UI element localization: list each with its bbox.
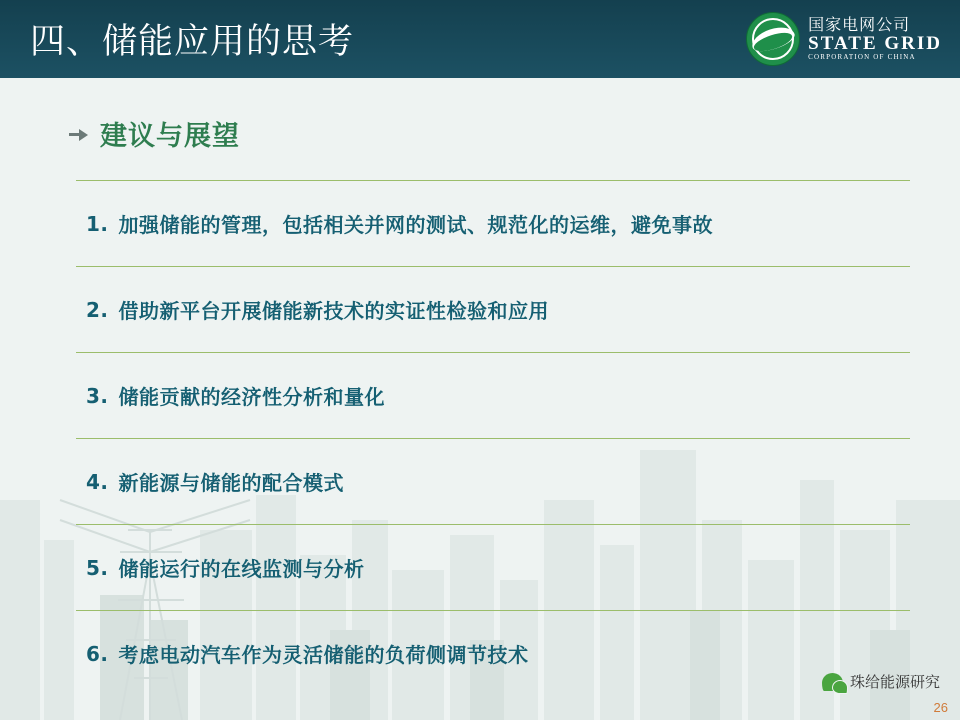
wechat-watermark	[822, 671, 940, 692]
list-item	[76, 610, 910, 696]
list-item-label: 借助新平台开展储能新技术的实证性检验和应用	[118, 299, 550, 323]
list-item-number: 6.	[86, 641, 109, 666]
list-item	[76, 266, 910, 352]
section-heading-label: 建议与展望	[100, 121, 240, 152]
list-item	[76, 180, 910, 266]
list-item	[76, 524, 910, 610]
list-item-number: 5.	[86, 555, 109, 580]
slide-content	[0, 78, 960, 720]
list-item-label: 新能源与储能的配合模式	[118, 471, 345, 495]
arrow-right-icon	[68, 123, 90, 145]
slide-header	[0, 0, 960, 78]
list-item-number: 3.	[86, 383, 109, 408]
logo-company-en-sub: CORPORATION OF CHINA	[808, 52, 916, 61]
list-item-label: 储能贡献的经济性分析和量化	[118, 385, 386, 409]
wechat-label: 珠给能源研究	[849, 673, 940, 691]
state-grid-mark-icon	[746, 12, 800, 66]
list-item-number: 2.	[86, 297, 109, 322]
wechat-icon	[822, 673, 843, 691]
list-item-label: 储能运行的在线监测与分析	[118, 557, 365, 581]
list-item	[76, 438, 910, 524]
list-item-label: 考虑电动汽车作为灵活储能的负荷侧调节技术	[118, 643, 529, 667]
state-grid-logo	[746, 10, 942, 68]
list-item	[76, 352, 910, 438]
page-title: 四、储能应用的思考	[30, 22, 355, 62]
section-heading	[68, 114, 240, 153]
list-item-label: 加强储能的管理，包括相关并网的测试、规范化的运维，避免事故	[118, 213, 714, 237]
page-number: 26	[933, 700, 948, 715]
recommendation-list	[76, 180, 910, 696]
logo-text-block	[808, 14, 942, 61]
list-item-number: 4.	[86, 469, 109, 494]
logo-company-en: STATE GRID	[808, 32, 942, 54]
logo-company-cn: 国家电网公司	[808, 14, 911, 34]
list-item-number: 1.	[86, 211, 109, 236]
